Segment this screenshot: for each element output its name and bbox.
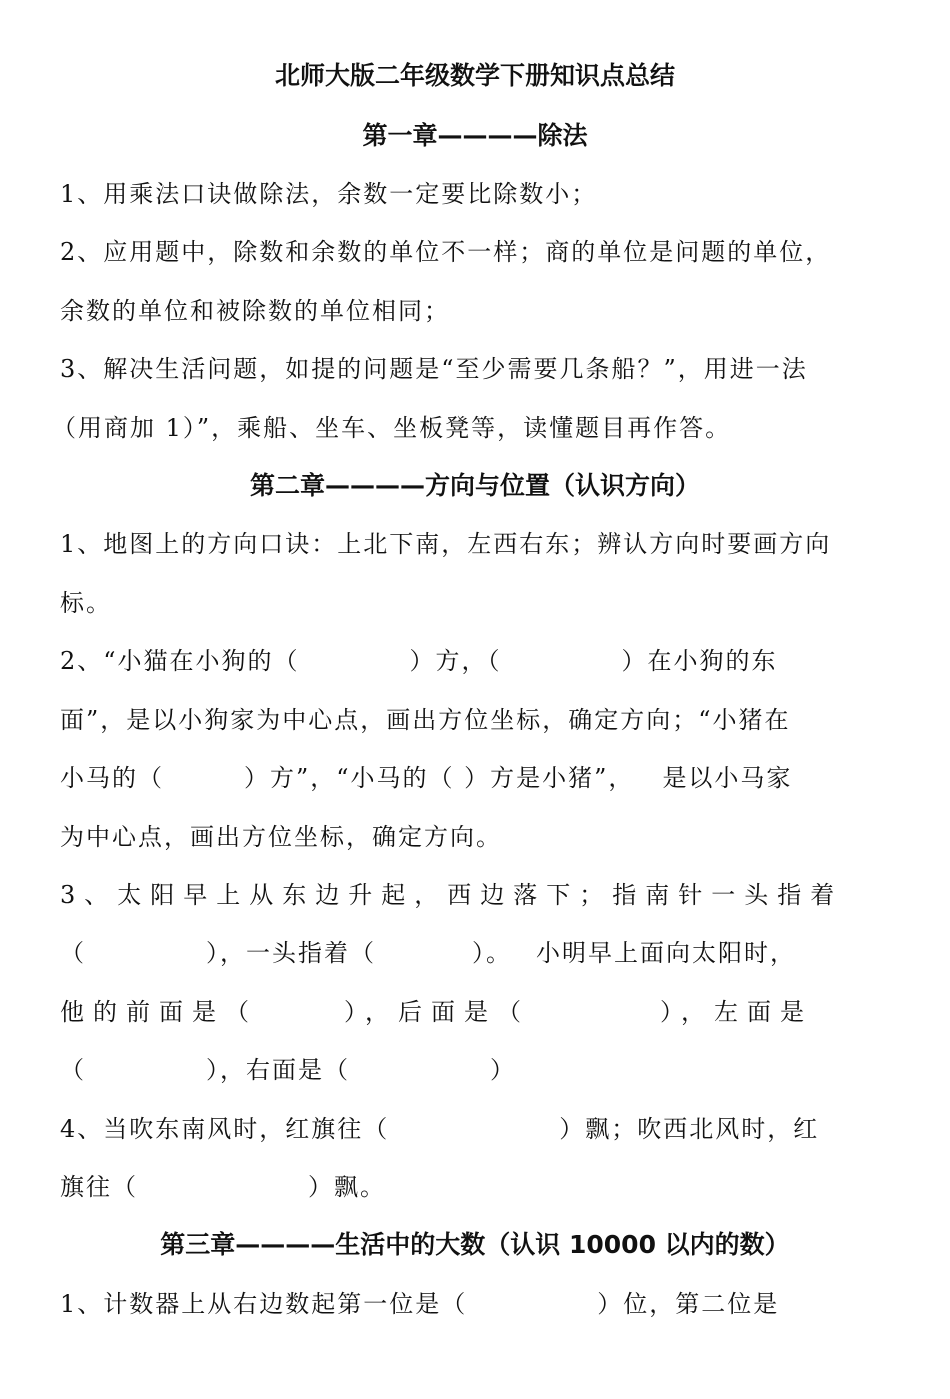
ch2-item-3-b: ），一头指着（ [206,939,376,967]
document-title: 北师大版二年级数学下册知识点总结 [274,61,675,90]
ch1-item-3: 3、解决生活问题，如提的问题是“至少需要几条船？”，用进一法 [60,355,808,383]
chapter-1-heading: 第一章————除法 [362,121,588,150]
ch2-item-3-a: （ [60,939,86,967]
ch3-item-1-b: ）位，第二位是 [597,1290,780,1318]
ch2-item-2-line-1 [60,641,840,681]
ch2-item-4-a: 4、当吹东南风时，红旗往（ [60,1115,390,1143]
ch2-item-3-e: 他的前面是（ [60,998,258,1026]
ch2-item-3-h: （ [60,1056,86,1084]
ch2-item-2-line-2: 面”，是以小狗家为中心点，画出方位坐标，确定方向；“小猪在 [60,706,791,734]
ch2-item-3-d: 小明早上面向太阳时， [536,939,796,967]
ch2-item-4-c: 旗往（ [60,1173,138,1201]
ch2-item-3-line-1: 3、太阳早上从东边升起，西边落下；指南针一头指着 [60,881,844,909]
ch2-item-2-line-4: 为中心点，画出方位坐标，确定方向。 [60,823,502,851]
ch1-item-2-cont: 余数的单位和被除数的单位相同； [60,297,450,325]
ch2-item-4-d: ）飘。 [308,1173,386,1201]
ch3-item-1 [60,1284,840,1324]
ch2-item-1-cont: 标。 [60,589,112,617]
ch3-item-1-a: 1、计数器上从右边数起第一位是（ [60,1290,468,1318]
ch2-item-4-line-2 [60,1167,840,1207]
ch2-item-2-line-3 [60,758,840,798]
ch2-item-3-line-3 [60,992,860,1032]
ch2-item-2-d: 小马的（ [60,764,164,792]
ch1-item-2: 2、应用题中，除数和余数的单位不一样；商的单位是问题的单位， [60,238,832,266]
ch2-item-2-b: ）方，（ [409,647,502,675]
ch2-item-3-g: ），左面是 [660,998,813,1026]
ch2-item-3-line-2 [60,933,840,973]
ch2-item-3-f: ），后面是（ [344,998,530,1026]
ch2-item-3-i: ），右面是（ [206,1056,350,1084]
ch2-item-3-j: ） [490,1056,516,1084]
ch1-item-3-cont: （用商加 1）”，乘船、坐车、坐板凳等，读懂题目再作答。 [52,414,732,442]
ch1-item-1: 1、用乘法口诀做除法，余数一定要比除数小； [60,180,598,208]
ch2-item-2-e: ）方”，“小马的（ ）方是小猪”， [244,764,635,792]
chapter-3-heading: 第三章————生活中的大数（认识 10000 以内的数） [160,1230,790,1259]
ch2-item-4-b: ）飘；吹西北风时，红 [559,1115,820,1143]
ch2-item-2-c: ）在小狗的东 [621,647,778,675]
ch2-item-2-a: 2、“小猫在小狗的（ [60,647,300,675]
ch2-item-4-line-1 [60,1109,840,1149]
ch2-item-1: 1、地图上的方向口诀：上北下南，左西右东；辨认方向时要画方向 [60,530,832,558]
ch2-item-3-line-4 [60,1050,840,1090]
ch2-item-2-f: 是以小马家 [662,764,793,792]
ch2-item-3-c: ）。 [472,939,512,967]
chapter-2-heading: 第二章————方向与位置（认识方向） [249,471,700,500]
